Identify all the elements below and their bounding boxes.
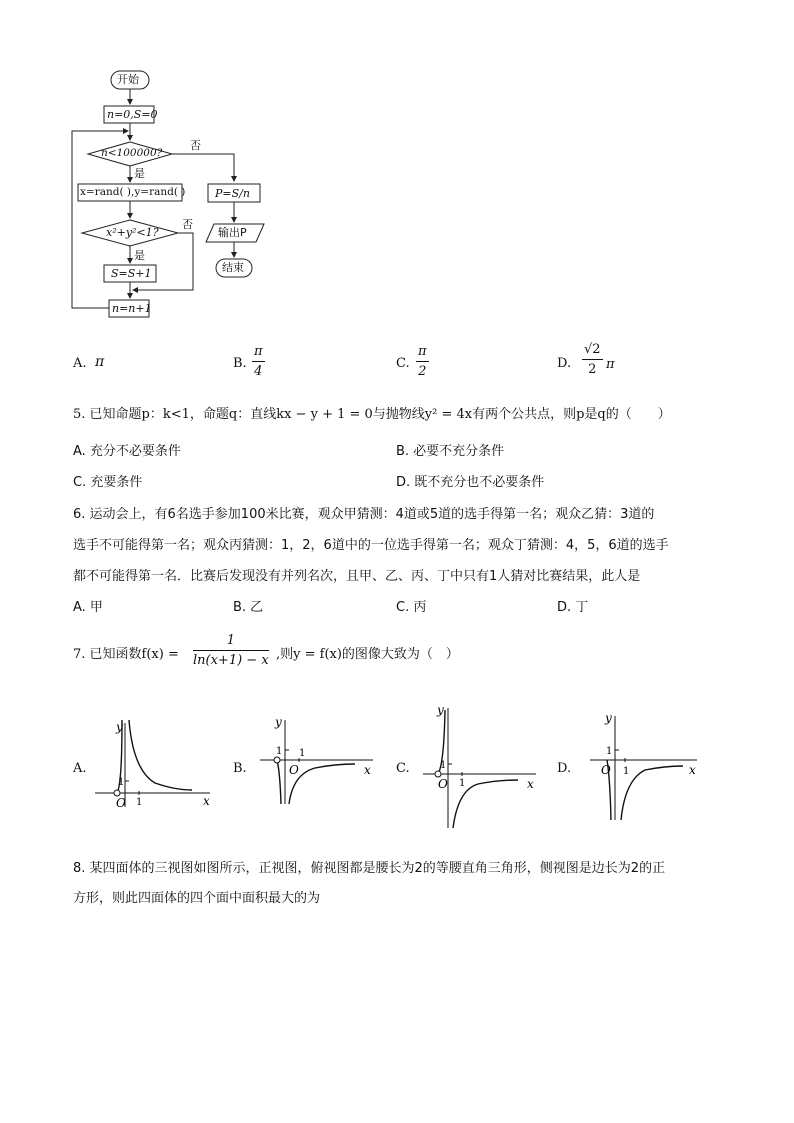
q4-option-a-label: A. xyxy=(73,356,87,371)
flowchart xyxy=(0,0,300,330)
graph-a-tick-x: 1 xyxy=(136,797,143,808)
graph-a-right-branch xyxy=(129,720,192,790)
flow-end-text: 结束 xyxy=(222,261,244,274)
q7-graph-d-label: D. xyxy=(557,761,572,776)
q4-option-d-label: D. xyxy=(557,356,572,371)
graph-c-tick-y: 1 xyxy=(440,760,447,771)
q4-option-a-value: π xyxy=(95,354,105,370)
q6-line-2: 选手不可能得第一名；观众丙猜测：1，2，6道中的一位选手得第一名；观众丁猜测：4，5，6道的选手 xyxy=(73,538,669,553)
q5-option-c: C. 充要条件 xyxy=(73,475,143,490)
q7-graph-a-label: A. xyxy=(73,761,87,776)
graph-d-tick-x: 1 xyxy=(623,766,630,777)
q8-line-2: 方形，则此四面体的四个面中面积最大的为 xyxy=(73,891,321,906)
graph-c-o: O xyxy=(438,777,448,791)
q4-d-denominator: 2 xyxy=(588,362,597,377)
flow-rand-text: x=rand( ),y=rand( ) xyxy=(80,186,186,198)
q6-option-b: B. 乙 xyxy=(233,600,264,615)
q8-line-1: 8. 某四面体的三视图如图所示，正视图，俯视图都是腰长为2的等腰直角三角形，侧视图是边长为2的正 xyxy=(73,861,666,876)
q4-c-numerator: π xyxy=(416,344,429,362)
q6-option-a: A. 甲 xyxy=(73,600,103,615)
graph-a-y: y xyxy=(116,720,123,734)
graph-b-o: O xyxy=(289,763,299,777)
q7-graph-b xyxy=(255,712,380,807)
flow-start-text: 开始 xyxy=(117,73,139,86)
flow-cond2-text: x²+y²<1? xyxy=(106,226,159,239)
graph-d-x: x xyxy=(689,763,696,777)
q7-fraction-denominator: ln(x+1) − x xyxy=(193,653,269,668)
q4-option-d-fraction xyxy=(582,342,603,377)
flow-yes2-label: 是 xyxy=(134,249,145,262)
q4-b-numerator: π xyxy=(252,344,265,362)
q6-line-1: 6. 运动会上，有6名选手参加100米比赛，观众甲猜测：4道或5道的选手得第一名；观众乙猜：3道的 xyxy=(73,507,655,522)
flow-init-text: n=0,S=0 xyxy=(107,108,158,121)
flow-compute-p-text: P=S/n xyxy=(215,187,250,200)
graph-a-tick-y: 1 xyxy=(118,777,125,788)
graph-d-y: y xyxy=(605,711,612,725)
graph-d-right-branch xyxy=(621,766,683,820)
q7-stem-prefix: 7. 已知函数f(x) = xyxy=(73,647,179,662)
graph-c-x: x xyxy=(527,777,534,791)
graph-b-right-branch xyxy=(289,764,355,804)
q6-option-c: C. 丙 xyxy=(396,600,427,615)
graph-d-tick-y: 1 xyxy=(606,746,613,757)
q5-option-a: A. 充分不必要条件 xyxy=(73,444,181,459)
q4-option-c-label: C. xyxy=(396,356,410,371)
q7-fraction-numerator: 1 xyxy=(193,633,269,651)
graph-a-x: x xyxy=(203,794,210,808)
flow-yes1-label: 是 xyxy=(134,167,145,180)
q7-graph-d xyxy=(585,708,710,823)
q4-option-c-fraction xyxy=(416,344,429,379)
q6-line-3: 都不可能得第一名．比赛后发现没有并列名次，且甲、乙、丙、丁中只有1人猜对比赛结果，此人是 xyxy=(73,569,641,584)
q7-stem-suffix: ,则y = f(x)的图像大致为（ ） xyxy=(276,647,459,662)
flow-n-increment-text: n=n+1 xyxy=(112,302,152,315)
graph-b-y: y xyxy=(275,715,282,729)
q7-graph-c-label: C. xyxy=(396,761,410,776)
q7-graph-a xyxy=(95,715,215,810)
q5-option-b: B. 必要不充分条件 xyxy=(396,444,505,459)
graph-d-o: O xyxy=(601,763,611,777)
q7-graph-b-label: B. xyxy=(233,761,247,776)
q7-fraction xyxy=(193,633,269,668)
graph-c-y: y xyxy=(437,703,444,717)
flow-no1-label: 否 xyxy=(190,139,201,152)
q4-c-denominator: 2 xyxy=(418,364,427,379)
flow-no2-label: 否 xyxy=(182,218,193,231)
flow-cond1-text: n<100000? xyxy=(101,147,163,159)
graph-b-tick-y: 1 xyxy=(276,746,283,757)
graph-b-tick-x: 1 xyxy=(299,748,306,759)
q4-option-b-label: B. xyxy=(233,356,247,371)
q4-b-denominator: 4 xyxy=(254,364,263,379)
q5-option-d: D. 既不充分也不必要条件 xyxy=(396,475,545,490)
q6-option-d: D. 丁 xyxy=(557,600,589,615)
graph-b-x: x xyxy=(364,763,371,777)
q5-stem: 5. 已知命题p：k<1，命题q：直线kx − y + 1 = 0与抛物线y² = 4x有两个公共点，则p是q的（ ） xyxy=(73,407,671,422)
q4-option-b-fraction xyxy=(252,344,265,379)
q4-d-numerator: √2 xyxy=(582,342,603,360)
q4-d-suffix: π xyxy=(606,357,615,372)
flow-output-text: 输出P xyxy=(218,226,247,239)
graph-b-left-branch xyxy=(277,760,281,804)
graph-c-tick-x: 1 xyxy=(459,778,466,789)
graph-a-o: O xyxy=(116,796,126,810)
flow-s-increment-text: S=S+1 xyxy=(111,267,152,280)
q7-graph-c xyxy=(418,700,543,830)
